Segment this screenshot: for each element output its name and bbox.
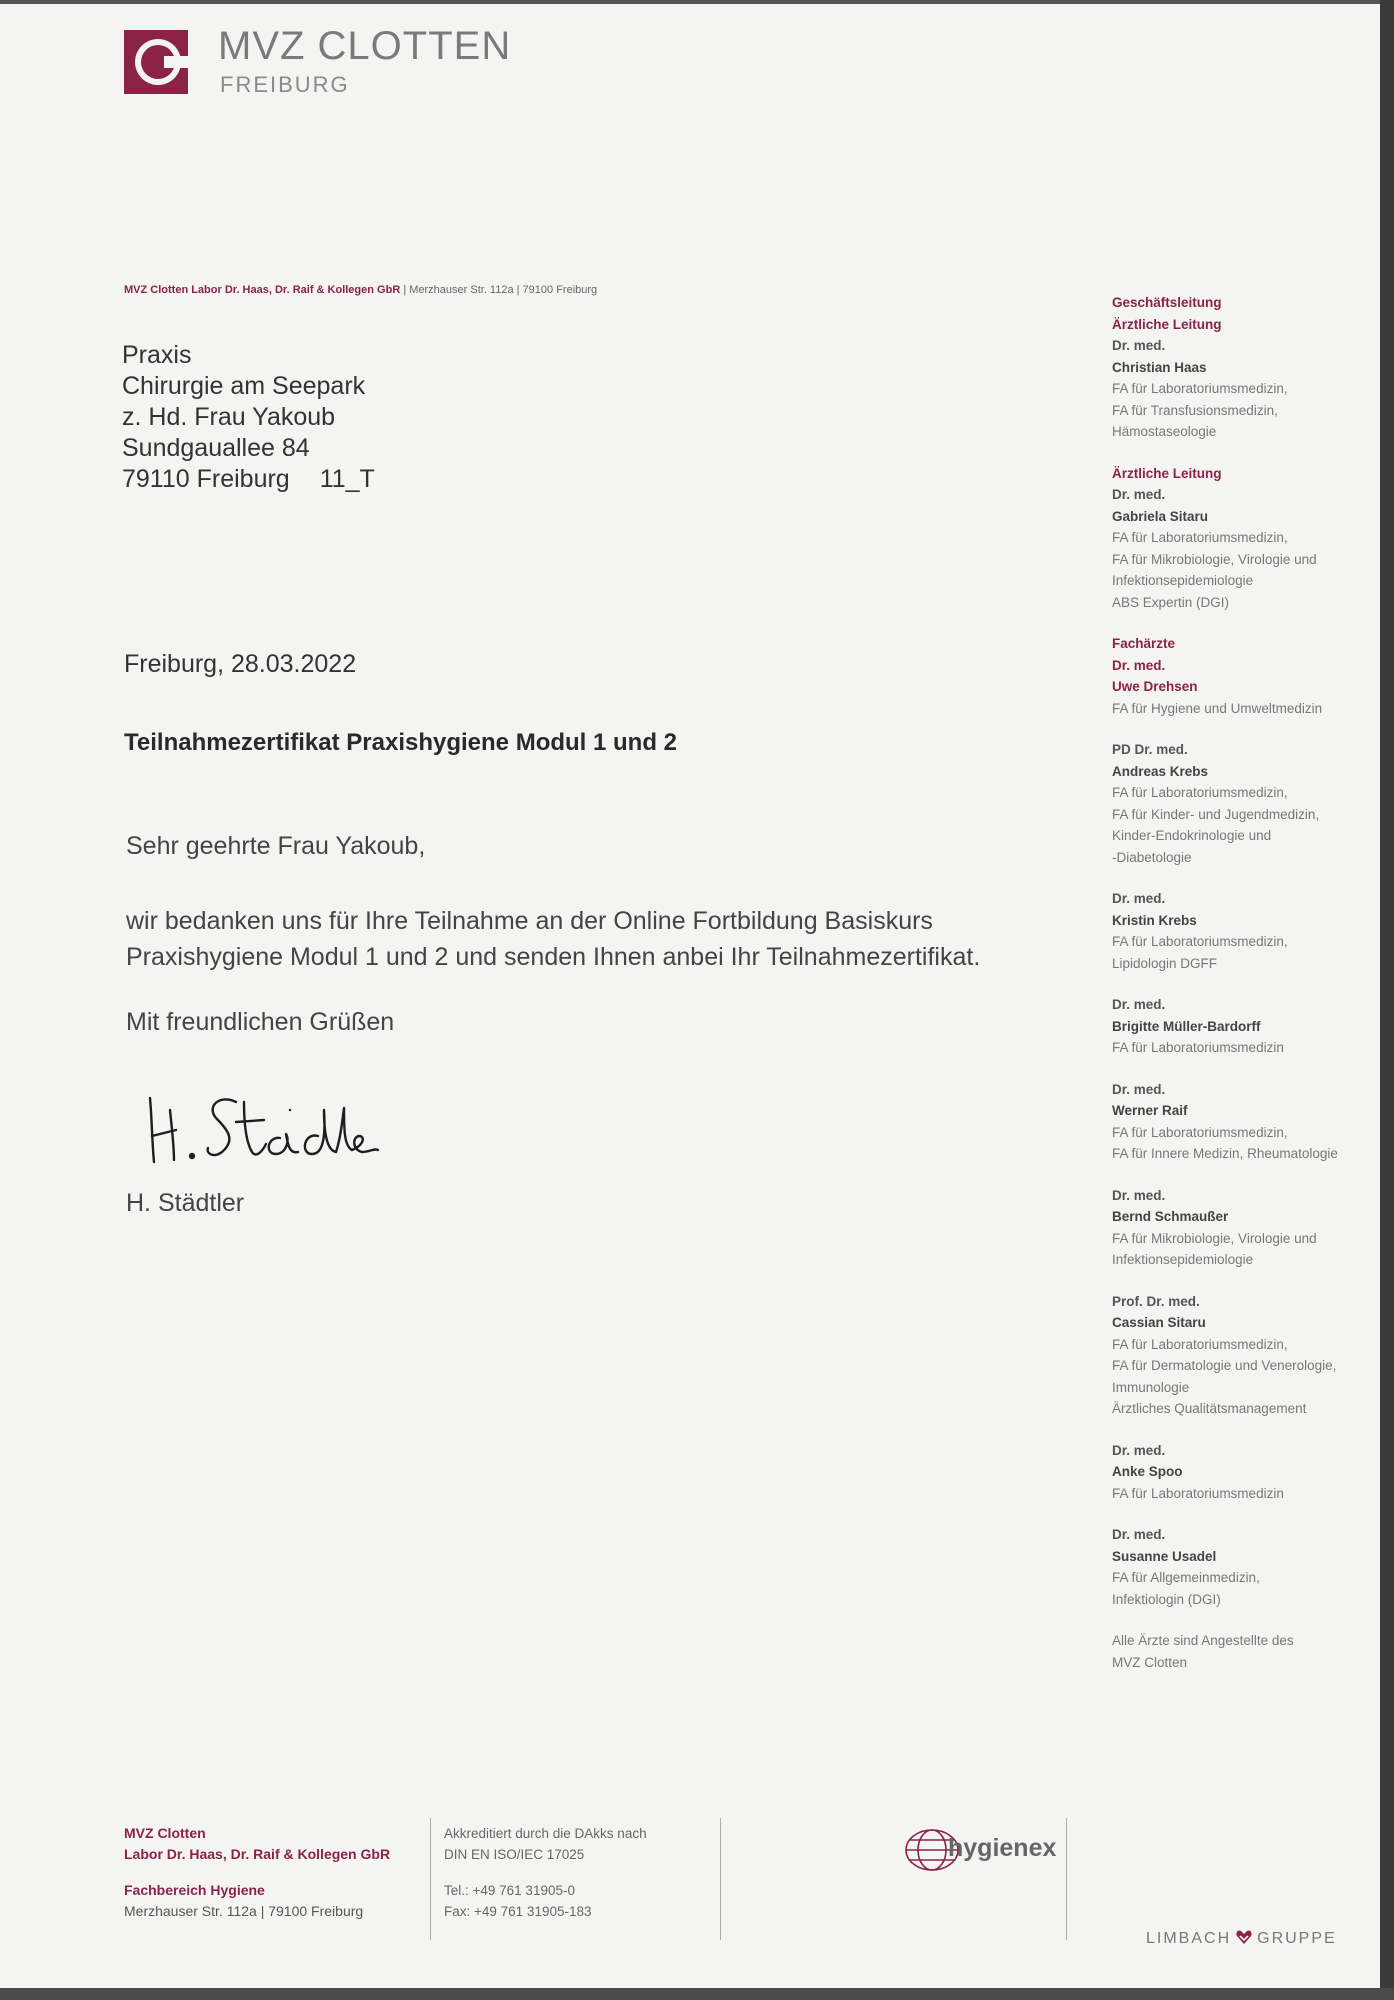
staff-group [1112,888,1382,974]
staff-detail: Infektionsepidemiologie [1112,1252,1254,1267]
recipient-line: Sundgauallee 84 [122,434,310,462]
staff-title: Dr. med. [1112,1081,1166,1097]
sender-return-address [124,284,597,296]
staff-role: Geschäftsleitung [1112,295,1222,310]
staff-detail: Hämostaseologie [1112,424,1217,439]
footer-divider [1066,1818,1067,1940]
staff-detail: FA für Allgemeinmedizin, [1112,1570,1260,1585]
staff-detail: FA für Mikrobiologie, Virologie und [1112,551,1317,567]
staff-detail: Lipidologin DGFF [1112,955,1218,971]
staff-detail: Immunologie [1112,1379,1190,1395]
staff-group [1112,1185,1382,1271]
staff-detail: FA für Laboratoriumsmedizin [1112,1040,1284,1055]
staff-group [1112,1524,1382,1610]
footer-accreditation [444,1823,647,1922]
staff-name: Bernd Schmaußer [1112,1209,1229,1224]
mvz-logo-icon [124,30,188,94]
letter-subject: Teilnahmezertifikat Praxishygiene Modul 1 und 2 [124,729,678,756]
staff-group [1112,633,1382,719]
staff-detail: FA für Laboratoriumsmedizin, [1112,381,1288,396]
staff-group [1112,1291,1382,1420]
staff-detail: FA für Laboratoriumsmedizin [1112,1485,1284,1501]
footer-company [124,1823,390,1922]
staff-title: Prof. Dr. med. [1112,1293,1200,1309]
staff-name: Gabriela Sitaru [1112,508,1209,524]
limbach-heart-icon [1235,1928,1253,1946]
letter-date: Freiburg, 28.03.2022 [124,650,357,678]
recipient-line: Praxis [122,341,192,369]
staff-detail: ABS Expertin (DGI) [1112,594,1230,610]
staff-detail: FA für Laboratoriumsmedizin, [1112,530,1288,545]
staff-role: Ärztliche Leitung [1112,316,1222,332]
recipient-code: 11_T [319,465,375,493]
staff-name: Christian Haas [1112,359,1207,375]
limbach-logo [1146,1928,1337,1948]
staff-detail: FA für Mikrobiologie, Virologie und [1112,1230,1317,1246]
recipient-city-line [122,464,375,495]
footer-line: Labor Dr. Haas, Dr. Raif & Kollegen GbR [124,1846,391,1862]
staff-group [1112,739,1382,868]
recipient-city: 79110 Freiburg [122,465,290,493]
staff-note-line: Alle Ärzte sind Angestellte des [1112,1633,1294,1648]
footer-line: Merzhauser Str. 112a | 79100 Freiburg [124,1903,364,1919]
footer-line: MVZ Clotten [124,1825,206,1841]
staff-name: Uwe Drehsen [1112,679,1198,694]
staff-name: Kristin Krebs [1112,912,1197,928]
staff-group [1112,1440,1382,1505]
footer-line: Tel.: +49 761 31905-0 [444,1883,575,1898]
staff-group [1112,292,1382,443]
salutation: Sehr geehrte Frau Yakoub, [126,832,426,860]
staff-title: Dr. med. [1112,1527,1166,1542]
brand-city: FREIBURG [220,72,350,97]
footer-line: Fax: +49 761 31905-183 [444,1904,592,1919]
staff-group [1112,1079,1382,1165]
staff-title: Dr. med. [1112,487,1166,502]
footer-line: Akkreditiert durch die DAkks nach [444,1826,647,1841]
recipient-line: Chirurgie am Seepark [122,372,366,400]
staff-detail: FA für Transfusionsmedizin, [1112,402,1278,418]
staff-detail: Infektiologin (DGI) [1112,1591,1221,1607]
staff-name: Susanne Usadel [1112,1548,1217,1564]
staff-group [1112,463,1382,614]
staff-name: Andreas Krebs [1112,763,1209,779]
staff-detail: FA für Laboratoriumsmedizin, [1112,1124,1288,1140]
staff-role: Fachärzte [1112,636,1176,651]
staff-title: Dr. med. [1112,1442,1166,1458]
staff-name: Cassian Sitaru [1112,1315,1206,1330]
staff-name: Anke Spoo [1112,1464,1183,1479]
sender-company: MVZ Clotten Labor Dr. Haas, Dr. Raif & Kollegen GbR [124,284,401,296]
staff-detail: FA für Laboratoriumsmedizin, [1112,1336,1288,1352]
staff-title: Dr. med. [1112,891,1166,906]
staff-group [1112,994,1382,1059]
gruppe-text: GRUPPE [1257,1930,1337,1947]
staff-title: Dr. med. [1112,997,1166,1012]
staff-name: Brigitte Müller-Bardorff [1112,1018,1261,1034]
staff-detail: FA für Kinder- und Jugendmedizin, [1112,806,1320,822]
staff-detail: FA für Laboratoriumsmedizin, [1112,785,1288,800]
staff-note-line: MVZ Clotten [1112,1654,1188,1670]
signer-name: H. Städtler [126,1189,245,1217]
staff-detail: FA für Dermatologie und Venerologie, [1112,1358,1337,1373]
footer-line: DIN EN ISO/IEC 17025 [444,1847,585,1862]
limbach-text: LIMBACH [1146,1930,1232,1947]
page-edge-bottom [0,1988,1394,2000]
staff-name: Werner Raif [1112,1103,1188,1118]
staff-role: Ärztliche Leitung [1112,465,1222,481]
hygienex-logo: hygienex [948,1834,1057,1862]
staff-detail: -Diabetologie [1112,849,1192,865]
closing: Mit freundlichen Grüßen [126,1008,395,1036]
staff-note [1112,1630,1382,1673]
letter-body: wir bedanken uns für Ihre Teilnahme an der Online Fortbildung Basiskurs Praxishygiene Modul 1 und 2 und senden Ihnen anbei Ihr Teilnahmezertifikat. [126,907,981,971]
footer-line: Fachbereich Hygiene [124,1882,265,1898]
staff-detail: FA für Innere Medizin, Rheumatologie [1112,1146,1338,1161]
sender-address: | Merzhauser Str. 112a | 79100 Freiburg [400,284,598,296]
footer-divider [430,1818,431,1940]
staff-detail: FA für Hygiene und Umweltmedizin [1112,700,1323,716]
staff-detail: Kinder-Endokrinologie und [1112,828,1272,843]
footer-divider [720,1818,721,1940]
staff-sidebar [1112,292,1382,1673]
handwritten-signature [140,1080,380,1170]
recipient-line: z. Hd. Frau Yakoub [122,403,336,431]
staff-detail: Infektionsepidemiologie [1112,573,1254,588]
staff-detail: Ärztliches Qualitätsmanagement [1112,1401,1307,1416]
staff-title: Dr. med. [1112,657,1166,673]
staff-detail: FA für Laboratoriumsmedizin, [1112,934,1288,949]
recipient-address [122,340,375,495]
page-edge-right [1380,0,1394,2000]
staff-title: Dr. med. [1112,1187,1166,1203]
brand-name: MVZ CLOTTEN [218,24,512,68]
staff-title: PD Dr. med. [1112,742,1188,757]
page-edge-top [0,0,1394,4]
staff-title: Dr. med. [1112,338,1166,353]
